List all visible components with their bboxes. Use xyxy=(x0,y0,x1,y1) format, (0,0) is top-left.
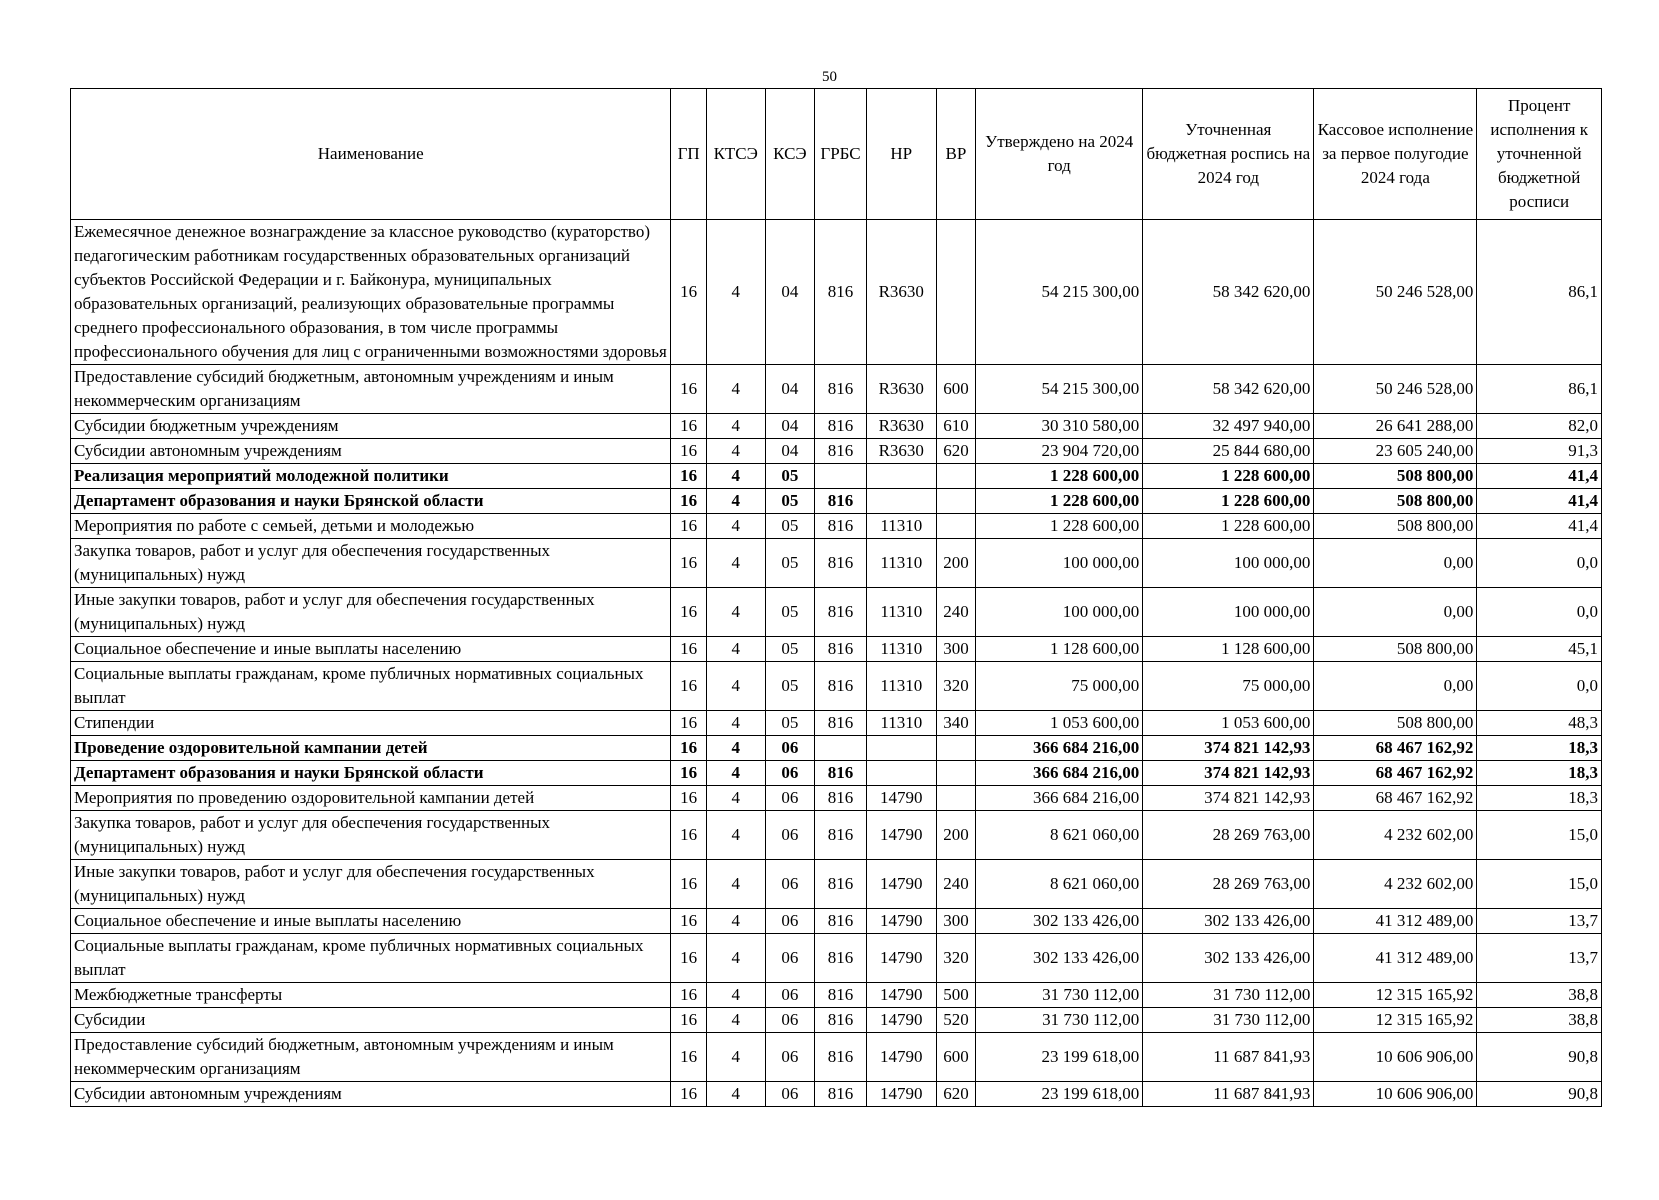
cell-vr: 340 xyxy=(936,711,975,736)
cell-cash: 508 800,00 xyxy=(1314,489,1477,514)
cell-grbs: 816 xyxy=(815,539,867,588)
cell-name: Иные закупки товаров, работ и услуг для обеспечения государственных (муниципальных) нужд xyxy=(71,588,671,637)
cell-grbs: 816 xyxy=(815,514,867,539)
cell-percent: 91,3 xyxy=(1477,439,1602,464)
cell-refined: 28 269 763,00 xyxy=(1143,811,1314,860)
cell-cash: 508 800,00 xyxy=(1314,514,1477,539)
cell-refined: 374 821 142,93 xyxy=(1143,786,1314,811)
cell-nr: 14790 xyxy=(866,860,936,909)
cell-name: Мероприятия по проведению оздоровительной кампании детей xyxy=(71,786,671,811)
cell-approved: 366 684 216,00 xyxy=(976,736,1143,761)
table-row xyxy=(71,637,1602,662)
header-percent: Процент исполнения к уточненной бюджетной росписи xyxy=(1477,89,1602,220)
cell-percent: 38,8 xyxy=(1477,983,1602,1008)
table-row xyxy=(71,909,1602,934)
cell-refined: 1 228 600,00 xyxy=(1143,514,1314,539)
cell-kse: 06 xyxy=(765,811,815,860)
budget-table xyxy=(70,88,1602,1107)
cell-gp: 16 xyxy=(671,934,706,983)
cell-name: Закупка товаров, работ и услуг для обеспечения государственных (муниципальных) нужд xyxy=(71,811,671,860)
table-row xyxy=(71,365,1602,414)
table-row xyxy=(71,1008,1602,1033)
cell-cash: 68 467 162,92 xyxy=(1314,736,1477,761)
cell-grbs: 816 xyxy=(815,811,867,860)
cell-percent: 48,3 xyxy=(1477,711,1602,736)
cell-kse: 04 xyxy=(765,414,815,439)
cell-ktse: 4 xyxy=(706,736,765,761)
cell-nr: 14790 xyxy=(866,934,936,983)
cell-cash: 10 606 906,00 xyxy=(1314,1033,1477,1082)
cell-refined: 100 000,00 xyxy=(1143,539,1314,588)
table-row xyxy=(71,539,1602,588)
cell-ktse: 4 xyxy=(706,1082,765,1107)
cell-cash: 50 246 528,00 xyxy=(1314,220,1477,365)
cell-approved: 8 621 060,00 xyxy=(976,860,1143,909)
cell-kse: 06 xyxy=(765,909,815,934)
cell-gp: 16 xyxy=(671,439,706,464)
cell-gp: 16 xyxy=(671,220,706,365)
cell-kse: 06 xyxy=(765,1082,815,1107)
cell-approved: 1 228 600,00 xyxy=(976,489,1143,514)
cell-name: Стипендии xyxy=(71,711,671,736)
cell-nr: 14790 xyxy=(866,786,936,811)
cell-ktse: 4 xyxy=(706,365,765,414)
cell-cash: 68 467 162,92 xyxy=(1314,761,1477,786)
cell-ktse: 4 xyxy=(706,1008,765,1033)
cell-refined: 32 497 940,00 xyxy=(1143,414,1314,439)
cell-approved: 366 684 216,00 xyxy=(976,761,1143,786)
cell-nr: R3630 xyxy=(866,439,936,464)
cell-refined: 1 228 600,00 xyxy=(1143,464,1314,489)
cell-ktse: 4 xyxy=(706,464,765,489)
cell-refined: 1 128 600,00 xyxy=(1143,637,1314,662)
cell-gp: 16 xyxy=(671,909,706,934)
cell-name: Субсидии xyxy=(71,1008,671,1033)
cell-refined: 302 133 426,00 xyxy=(1143,909,1314,934)
cell-percent: 41,4 xyxy=(1477,489,1602,514)
cell-grbs: 816 xyxy=(815,909,867,934)
cell-cash: 10 606 906,00 xyxy=(1314,1082,1477,1107)
cell-name: Ежемесячное денежное вознаграждение за классное руководство (кураторство) педагогическим работникам государственных образовательных организаций субъектов Российской Федерации и г. Байконура, муниципальных образовательных организаций, реализующих образовательные программы среднего профессионального образования, в том числе программы профессионального обучения для лиц с ограниченными возможностями здоровья xyxy=(71,220,671,365)
cell-refined: 25 844 680,00 xyxy=(1143,439,1314,464)
cell-vr: 200 xyxy=(936,539,975,588)
cell-vr: 300 xyxy=(936,637,975,662)
cell-name: Субсидии автономным учреждениям xyxy=(71,1082,671,1107)
cell-kse: 06 xyxy=(765,1008,815,1033)
cell-kse: 04 xyxy=(765,365,815,414)
cell-approved: 302 133 426,00 xyxy=(976,909,1143,934)
cell-cash: 508 800,00 xyxy=(1314,637,1477,662)
cell-gp: 16 xyxy=(671,1033,706,1082)
cell-percent: 38,8 xyxy=(1477,1008,1602,1033)
cell-percent: 13,7 xyxy=(1477,934,1602,983)
cell-kse: 06 xyxy=(765,934,815,983)
cell-refined: 11 687 841,93 xyxy=(1143,1082,1314,1107)
table-row xyxy=(71,588,1602,637)
cell-approved: 100 000,00 xyxy=(976,588,1143,637)
cell-kse: 05 xyxy=(765,464,815,489)
cell-grbs: 816 xyxy=(815,414,867,439)
page-number: 50 xyxy=(822,69,837,85)
cell-refined: 75 000,00 xyxy=(1143,662,1314,711)
table-header xyxy=(71,89,1602,220)
table-row xyxy=(71,439,1602,464)
cell-percent: 41,4 xyxy=(1477,464,1602,489)
cell-approved: 1 053 600,00 xyxy=(976,711,1143,736)
cell-nr: 11310 xyxy=(866,711,936,736)
cell-cash: 68 467 162,92 xyxy=(1314,786,1477,811)
cell-cash: 0,00 xyxy=(1314,539,1477,588)
cell-vr xyxy=(936,464,975,489)
cell-name: Предоставление субсидий бюджетным, автономным учреждениям и иным некоммерческим организациям xyxy=(71,365,671,414)
cell-nr xyxy=(866,464,936,489)
cell-grbs: 816 xyxy=(815,1082,867,1107)
cell-name: Субсидии бюджетным учреждениям xyxy=(71,414,671,439)
cell-approved: 31 730 112,00 xyxy=(976,1008,1143,1033)
cell-ktse: 4 xyxy=(706,1033,765,1082)
cell-grbs xyxy=(815,464,867,489)
cell-ktse: 4 xyxy=(706,439,765,464)
cell-cash: 4 232 602,00 xyxy=(1314,811,1477,860)
cell-cash: 41 312 489,00 xyxy=(1314,909,1477,934)
cell-approved: 1 128 600,00 xyxy=(976,637,1143,662)
cell-nr xyxy=(866,489,936,514)
cell-kse: 05 xyxy=(765,489,815,514)
table-row xyxy=(71,736,1602,761)
cell-kse: 05 xyxy=(765,539,815,588)
cell-gp: 16 xyxy=(671,786,706,811)
cell-kse: 05 xyxy=(765,514,815,539)
cell-approved: 54 215 300,00 xyxy=(976,220,1143,365)
cell-ktse: 4 xyxy=(706,934,765,983)
cell-ktse: 4 xyxy=(706,860,765,909)
cell-percent: 15,0 xyxy=(1477,811,1602,860)
cell-kse: 06 xyxy=(765,1033,815,1082)
cell-gp: 16 xyxy=(671,1008,706,1033)
cell-nr: R3630 xyxy=(866,414,936,439)
cell-approved: 1 228 600,00 xyxy=(976,464,1143,489)
cell-kse: 05 xyxy=(765,588,815,637)
header-ktse: КТСЭ xyxy=(706,89,765,220)
cell-gp: 16 xyxy=(671,761,706,786)
header-kse: КСЭ xyxy=(765,89,815,220)
cell-vr: 620 xyxy=(936,1082,975,1107)
cell-refined: 58 342 620,00 xyxy=(1143,365,1314,414)
cell-nr: 14790 xyxy=(866,811,936,860)
cell-refined: 11 687 841,93 xyxy=(1143,1033,1314,1082)
cell-vr xyxy=(936,514,975,539)
table-row xyxy=(71,514,1602,539)
header-grbs: ГРБС xyxy=(815,89,867,220)
cell-ktse: 4 xyxy=(706,588,765,637)
cell-cash: 26 641 288,00 xyxy=(1314,414,1477,439)
cell-nr: 14790 xyxy=(866,983,936,1008)
cell-grbs: 816 xyxy=(815,439,867,464)
cell-approved: 302 133 426,00 xyxy=(976,934,1143,983)
cell-nr: 11310 xyxy=(866,588,936,637)
cell-refined: 374 821 142,93 xyxy=(1143,736,1314,761)
cell-gp: 16 xyxy=(671,736,706,761)
cell-name: Иные закупки товаров, работ и услуг для обеспечения государственных (муниципальных) нужд xyxy=(71,860,671,909)
cell-percent: 0,0 xyxy=(1477,539,1602,588)
cell-approved: 1 228 600,00 xyxy=(976,514,1143,539)
cell-refined: 28 269 763,00 xyxy=(1143,860,1314,909)
cell-grbs: 816 xyxy=(815,786,867,811)
cell-cash: 4 232 602,00 xyxy=(1314,860,1477,909)
cell-percent: 18,3 xyxy=(1477,736,1602,761)
cell-grbs: 816 xyxy=(815,711,867,736)
cell-approved: 100 000,00 xyxy=(976,539,1143,588)
cell-name: Социальное обеспечение и иные выплаты населению xyxy=(71,637,671,662)
cell-vr xyxy=(936,761,975,786)
cell-vr xyxy=(936,786,975,811)
cell-refined: 1 228 600,00 xyxy=(1143,489,1314,514)
cell-approved: 54 215 300,00 xyxy=(976,365,1143,414)
cell-cash: 12 315 165,92 xyxy=(1314,983,1477,1008)
cell-name: Социальное обеспечение и иные выплаты населению xyxy=(71,909,671,934)
cell-ktse: 4 xyxy=(706,539,765,588)
cell-grbs: 816 xyxy=(815,761,867,786)
cell-ktse: 4 xyxy=(706,662,765,711)
cell-percent: 18,3 xyxy=(1477,786,1602,811)
cell-approved: 8 621 060,00 xyxy=(976,811,1143,860)
cell-ktse: 4 xyxy=(706,637,765,662)
header-name: Наименование xyxy=(71,89,671,220)
cell-gp: 16 xyxy=(671,811,706,860)
cell-nr: 14790 xyxy=(866,909,936,934)
cell-nr: 14790 xyxy=(866,1033,936,1082)
cell-grbs: 816 xyxy=(815,662,867,711)
cell-nr: 11310 xyxy=(866,539,936,588)
table-row xyxy=(71,464,1602,489)
cell-vr xyxy=(936,489,975,514)
cell-name: Проведение оздоровительной кампании детей xyxy=(71,736,671,761)
cell-approved: 23 199 618,00 xyxy=(976,1082,1143,1107)
cell-refined: 100 000,00 xyxy=(1143,588,1314,637)
cell-ktse: 4 xyxy=(706,220,765,365)
cell-gp: 16 xyxy=(671,637,706,662)
cell-percent: 45,1 xyxy=(1477,637,1602,662)
cell-kse: 04 xyxy=(765,220,815,365)
cell-vr: 320 xyxy=(936,934,975,983)
cell-approved: 31 730 112,00 xyxy=(976,983,1143,1008)
cell-vr xyxy=(936,736,975,761)
cell-kse: 06 xyxy=(765,761,815,786)
cell-gp: 16 xyxy=(671,365,706,414)
cell-cash: 0,00 xyxy=(1314,588,1477,637)
cell-vr: 200 xyxy=(936,811,975,860)
cell-approved: 23 199 618,00 xyxy=(976,1033,1143,1082)
cell-gp: 16 xyxy=(671,588,706,637)
cell-name: Социальные выплаты гражданам, кроме публичных нормативных социальных выплат xyxy=(71,662,671,711)
cell-name: Социальные выплаты гражданам, кроме публичных нормативных социальных выплат xyxy=(71,934,671,983)
cell-percent: 0,0 xyxy=(1477,588,1602,637)
cell-nr: 14790 xyxy=(866,1008,936,1033)
table-row xyxy=(71,220,1602,365)
cell-vr: 500 xyxy=(936,983,975,1008)
cell-refined: 374 821 142,93 xyxy=(1143,761,1314,786)
cell-grbs: 816 xyxy=(815,1033,867,1082)
cell-grbs: 816 xyxy=(815,489,867,514)
cell-cash: 41 312 489,00 xyxy=(1314,934,1477,983)
cell-refined: 31 730 112,00 xyxy=(1143,983,1314,1008)
cell-percent: 90,8 xyxy=(1477,1082,1602,1107)
table-body xyxy=(71,220,1602,1107)
cell-cash: 50 246 528,00 xyxy=(1314,365,1477,414)
header-vr: ВР xyxy=(936,89,975,220)
cell-nr xyxy=(866,761,936,786)
cell-grbs: 816 xyxy=(815,365,867,414)
cell-kse: 06 xyxy=(765,983,815,1008)
table-row xyxy=(71,860,1602,909)
cell-name: Субсидии автономным учреждениям xyxy=(71,439,671,464)
cell-refined: 31 730 112,00 xyxy=(1143,1008,1314,1033)
cell-ktse: 4 xyxy=(706,514,765,539)
cell-gp: 16 xyxy=(671,1082,706,1107)
header-approved: Утверждено на 2024 год xyxy=(976,89,1143,220)
cell-approved: 366 684 216,00 xyxy=(976,786,1143,811)
cell-percent: 86,1 xyxy=(1477,220,1602,365)
cell-percent: 15,0 xyxy=(1477,860,1602,909)
cell-kse: 06 xyxy=(765,736,815,761)
cell-vr: 240 xyxy=(936,588,975,637)
cell-grbs: 816 xyxy=(815,934,867,983)
cell-grbs xyxy=(815,736,867,761)
cell-vr xyxy=(936,220,975,365)
cell-approved: 75 000,00 xyxy=(976,662,1143,711)
header-nr: НР xyxy=(866,89,936,220)
cell-vr: 620 xyxy=(936,439,975,464)
table-row xyxy=(71,811,1602,860)
table-row xyxy=(71,414,1602,439)
cell-ktse: 4 xyxy=(706,811,765,860)
table-row xyxy=(71,711,1602,736)
cell-percent: 18,3 xyxy=(1477,761,1602,786)
cell-cash: 23 605 240,00 xyxy=(1314,439,1477,464)
header-gp: ГП xyxy=(671,89,706,220)
cell-percent: 90,8 xyxy=(1477,1033,1602,1082)
cell-vr: 600 xyxy=(936,1033,975,1082)
cell-kse: 06 xyxy=(765,860,815,909)
cell-kse: 05 xyxy=(765,637,815,662)
cell-gp: 16 xyxy=(671,514,706,539)
cell-gp: 16 xyxy=(671,489,706,514)
cell-refined: 58 342 620,00 xyxy=(1143,220,1314,365)
cell-name: Закупка товаров, работ и услуг для обеспечения государственных (муниципальных) нужд xyxy=(71,539,671,588)
cell-cash: 508 800,00 xyxy=(1314,711,1477,736)
cell-gp: 16 xyxy=(671,539,706,588)
cell-ktse: 4 xyxy=(706,414,765,439)
cell-gp: 16 xyxy=(671,662,706,711)
cell-percent: 82,0 xyxy=(1477,414,1602,439)
table-row xyxy=(71,1082,1602,1107)
cell-grbs: 816 xyxy=(815,220,867,365)
cell-name: Департамент образования и науки Брянской области xyxy=(71,761,671,786)
cell-nr: 14790 xyxy=(866,1082,936,1107)
header-refined: Уточненная бюджетная роспись на 2024 год xyxy=(1143,89,1314,220)
cell-name: Предоставление субсидий бюджетным, автономным учреждениям и иным некоммерческим организациям xyxy=(71,1033,671,1082)
cell-kse: 06 xyxy=(765,786,815,811)
cell-name: Мероприятия по работе с семьей, детьми и молодежью xyxy=(71,514,671,539)
cell-vr: 320 xyxy=(936,662,975,711)
cell-percent: 41,4 xyxy=(1477,514,1602,539)
cell-kse: 05 xyxy=(765,711,815,736)
cell-ktse: 4 xyxy=(706,761,765,786)
table-row xyxy=(71,761,1602,786)
cell-cash: 12 315 165,92 xyxy=(1314,1008,1477,1033)
table-row xyxy=(71,1033,1602,1082)
cell-grbs: 816 xyxy=(815,860,867,909)
cell-ktse: 4 xyxy=(706,711,765,736)
cell-nr: R3630 xyxy=(866,365,936,414)
table-row xyxy=(71,489,1602,514)
cell-cash: 508 800,00 xyxy=(1314,464,1477,489)
header-cash: Кассовое исполнение за первое полугодие 2024 года xyxy=(1314,89,1477,220)
cell-nr: 11310 xyxy=(866,637,936,662)
table-row xyxy=(71,662,1602,711)
cell-gp: 16 xyxy=(671,464,706,489)
cell-ktse: 4 xyxy=(706,983,765,1008)
cell-gp: 16 xyxy=(671,983,706,1008)
cell-nr: 11310 xyxy=(866,662,936,711)
cell-approved: 23 904 720,00 xyxy=(976,439,1143,464)
cell-gp: 16 xyxy=(671,860,706,909)
cell-refined: 1 053 600,00 xyxy=(1143,711,1314,736)
table-row xyxy=(71,983,1602,1008)
cell-percent: 0,0 xyxy=(1477,662,1602,711)
cell-cash: 0,00 xyxy=(1314,662,1477,711)
cell-percent: 13,7 xyxy=(1477,909,1602,934)
cell-ktse: 4 xyxy=(706,489,765,514)
cell-vr: 600 xyxy=(936,365,975,414)
cell-grbs: 816 xyxy=(815,983,867,1008)
cell-grbs: 816 xyxy=(815,1008,867,1033)
cell-gp: 16 xyxy=(671,414,706,439)
cell-vr: 240 xyxy=(936,860,975,909)
cell-percent: 86,1 xyxy=(1477,365,1602,414)
cell-ktse: 4 xyxy=(706,909,765,934)
cell-gp: 16 xyxy=(671,711,706,736)
table-row xyxy=(71,786,1602,811)
cell-approved: 30 310 580,00 xyxy=(976,414,1143,439)
cell-kse: 05 xyxy=(765,662,815,711)
cell-vr: 300 xyxy=(936,909,975,934)
cell-ktse: 4 xyxy=(706,786,765,811)
cell-vr: 610 xyxy=(936,414,975,439)
cell-grbs: 816 xyxy=(815,588,867,637)
cell-grbs: 816 xyxy=(815,637,867,662)
cell-name: Реализация мероприятий молодежной политики xyxy=(71,464,671,489)
cell-nr: 11310 xyxy=(866,514,936,539)
cell-kse: 04 xyxy=(765,439,815,464)
cell-name: Департамент образования и науки Брянской области xyxy=(71,489,671,514)
cell-nr xyxy=(866,736,936,761)
cell-nr: R3630 xyxy=(866,220,936,365)
table-row xyxy=(71,934,1602,983)
cell-refined: 302 133 426,00 xyxy=(1143,934,1314,983)
cell-name: Межбюджетные трансферты xyxy=(71,983,671,1008)
cell-vr: 520 xyxy=(936,1008,975,1033)
